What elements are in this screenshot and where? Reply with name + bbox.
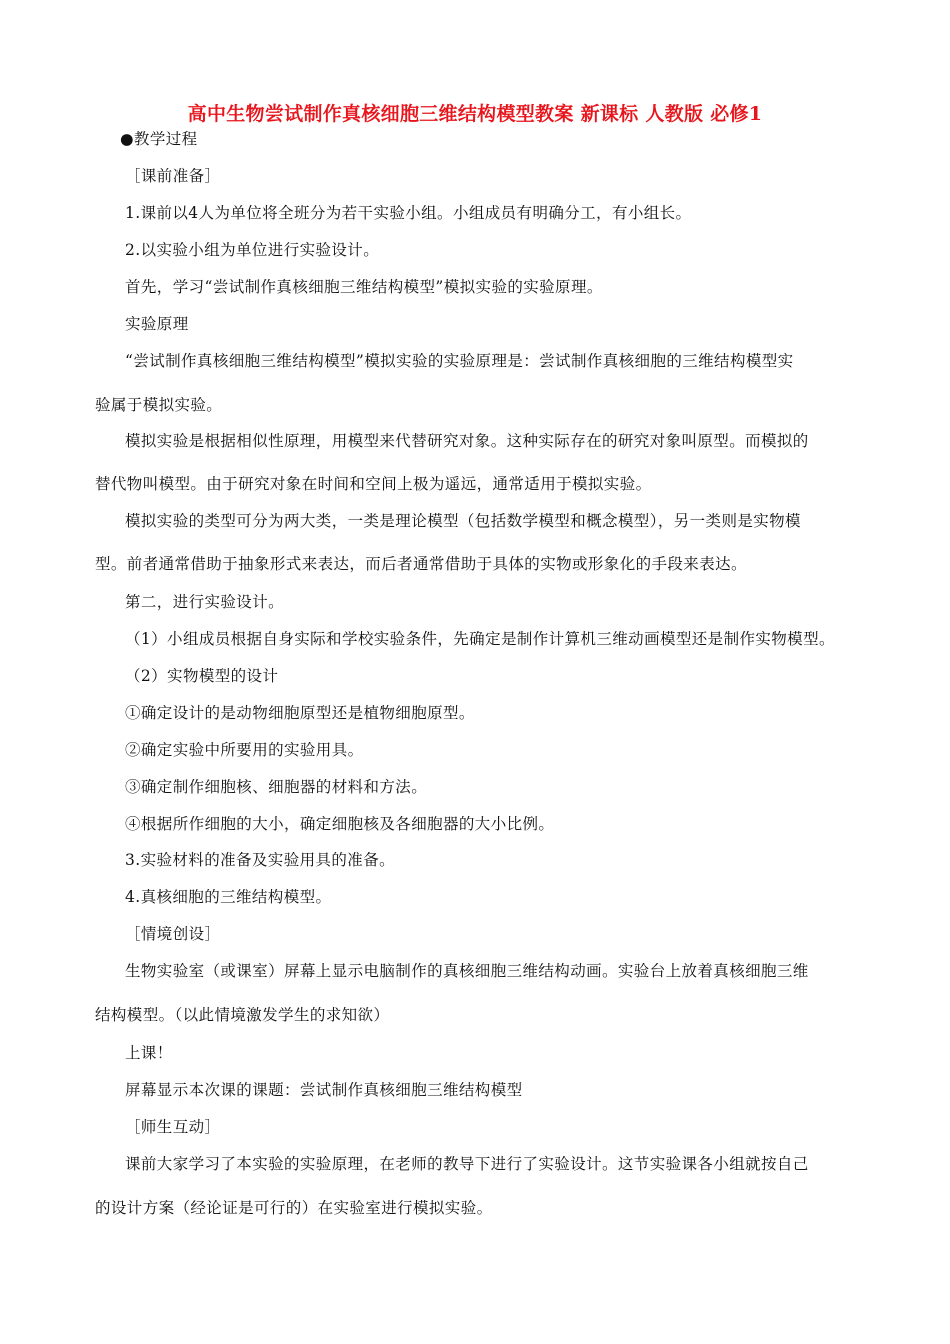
section-heading-teaching-process: ●教学过程: [120, 130, 198, 148]
paragraph-line: 替代物叫模型。由于研究对象在时间和空间上极为遥远，通常适用于模拟实验。: [95, 475, 652, 493]
paragraph-line: 的设计方案（经论证是可行的）在实验室进行模拟实验。: [95, 1199, 493, 1217]
paragraph-line: 第二，进行实验设计。: [125, 593, 285, 611]
document-title: 高中生物尝试制作真核细胞三维结构模型教案 新课标 人教版 必修1: [187, 103, 763, 125]
list-item: ①确定设计的是动物细胞原型还是植物细胞原型。: [125, 704, 475, 722]
paragraph-line: （1）小组成员根据自身实际和学校实验条件，先确定是制作计算机三维动画模型还是制作实物模型。: [125, 630, 835, 648]
paragraph-line: 4.真核细胞的三维结构模型。: [125, 888, 332, 906]
paragraph-line: 屏幕显示本次课的课题：尝试制作真核细胞三维结构模型: [125, 1081, 523, 1099]
paragraph-line: 课前大家学习了本实验的实验原理，在老师的教导下进行了实验设计。这节实验课各小组就按自己: [125, 1155, 809, 1173]
paragraph-line: 模拟实验是根据相似性原理，用模型来代替研究对象。这种实际存在的研究对象叫原型。而模拟的: [125, 432, 809, 450]
paragraph-line: 型。前者通常借助于抽象形式来表达，而后者通常借助于具体的实物或形象化的手段来表达。: [95, 555, 747, 573]
paragraph-line: 结构模型。（以此情境激发学生的求知欲）: [95, 1006, 390, 1024]
list-item: ②确定实验中所要用的实验用具。: [125, 741, 364, 759]
paragraph-line: 生物实验室（或课室）屏幕上显示电脑制作的真核细胞三维结构动画。实验台上放着真核细胞三维: [125, 962, 809, 980]
section-heading-interaction: ［师生互动］: [125, 1118, 221, 1136]
paragraph-line: 验属于模拟实验。: [95, 396, 223, 414]
paragraph-line: （2）实物模型的设计: [125, 667, 279, 685]
paragraph-line: 模拟实验的类型可分为两大类，一类是理论模型（包括数学模型和概念模型），另一类则是实物模: [125, 512, 801, 530]
paragraph-line: 上课！: [125, 1044, 173, 1062]
section-heading-scenario: ［情境创设］: [125, 925, 221, 943]
paragraph-line: 3.实验材料的准备及实验用具的准备。: [125, 851, 395, 869]
paragraph-line: 2.以实验小组为单位进行实验设计。: [125, 241, 380, 259]
paragraph-line: 首先，学习“尝试制作真核细胞三维结构模型”模拟实验的实验原理。: [125, 278, 603, 296]
paragraph-line: “尝试制作真核细胞三维结构模型”模拟实验的实验原理是：尝试制作真核细胞的三维结构模型实: [125, 352, 794, 370]
paragraph-line: 1.课前以4人为单位将全班分为若干实验小组。小组成员有明确分工，有小组长。: [125, 204, 692, 222]
list-item: ③确定制作细胞核、细胞器的材料和方法。: [125, 778, 428, 796]
section-heading-preparation: ［课前准备］: [125, 167, 221, 185]
list-item: ④根据所作细胞的大小，确定细胞核及各细胞器的大小比例。: [125, 815, 555, 833]
subheading-experiment-principle: 实验原理: [125, 315, 189, 333]
